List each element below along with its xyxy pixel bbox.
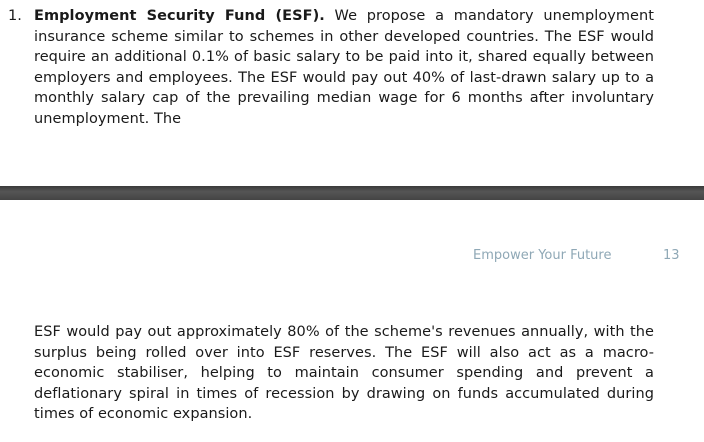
document-page-bottom [0,200,704,442]
page-break-divider [0,186,704,200]
paragraph-body: We propose a mandatory unemployment insurance scheme similar to schemes in other developed countries. The ESF would require an additional 0.1% of basic salary to be paid into it, shared equally between employers and employees. The ESF would pay out 40% of last-drawn salary up to a monthly salary cap of the prevailing median wage for 6 months after involuntary unemployment. The [34,8,654,127]
footer-title: Empower Your Future [473,248,612,263]
document-page-top [0,0,704,186]
paragraph-heading: Employment Security Fund (ESF). [34,8,325,24]
list-number: 1. [8,8,22,24]
paragraph-esf-intro [34,6,654,130]
footer-page-number: 13 [663,248,680,263]
paragraph-esf-continued: ESF would pay out approximately 80% of the scheme's revenues annually, with the surplus being rolled over into ESF reserves. The ESF will also act as a macro-economic stabiliser, helping to maintain consumer spending and prevent a deflationary spiral in times of recession by drawing on funds accumulated during times of economic expansion. [34,324,654,423]
